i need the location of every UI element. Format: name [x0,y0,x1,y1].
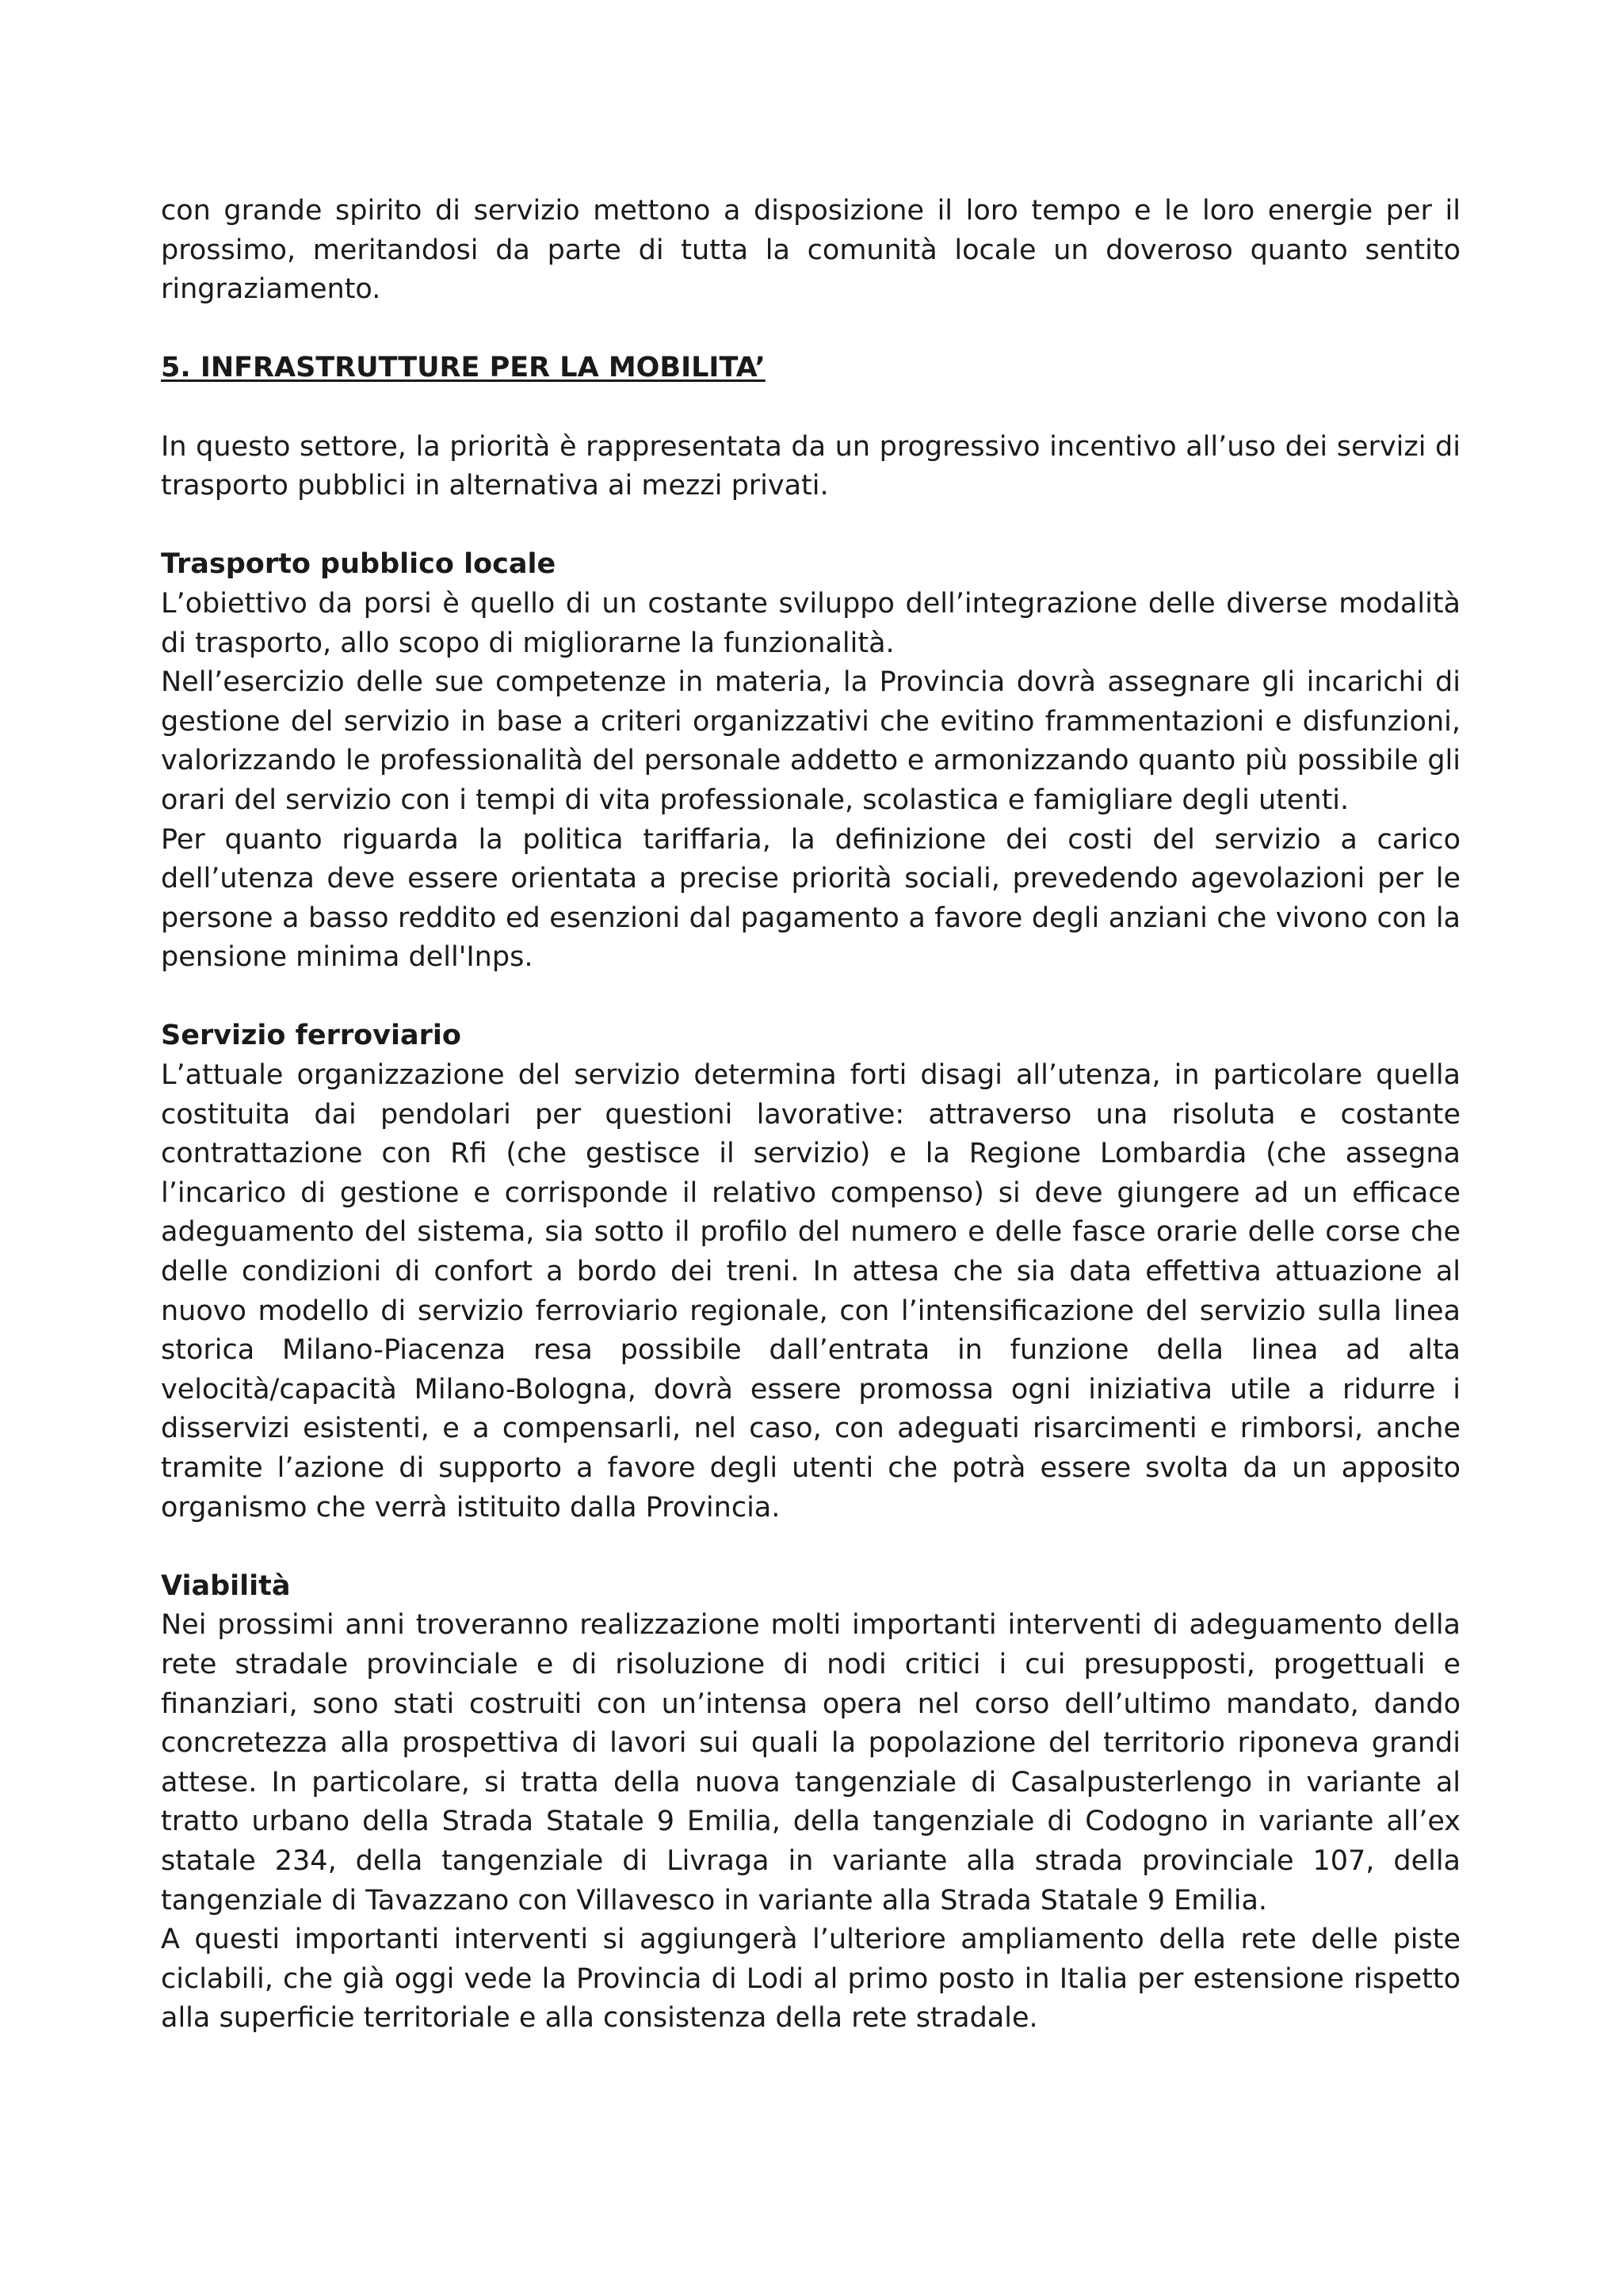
spacer [161,978,1461,1017]
section-intro-paragraph: In questo settore, la priorità è rappresentata da un progressivo incentivo all’uso dei servizi di trasporto pubblici in alternativa ai mezzi privati. [161,430,1461,502]
viabilita-paragraph-2: A questi importanti interventi si aggiungerà l’ulteriore ampliamento della rete delle piste ciclabili, che già oggi vede la Provincia di Lodi al primo posto in Italia per estensione rispetto alla superficie territoriale e alla consistenza della rete stradale. [161,1924,1461,2035]
trasporto-paragraph-3: Per quanto riguarda la politica tariffaria, la definizione dei costi del servizio a carico dell’utenza deve essere orientata a precise priorità sociali, prevedendo agevolazioni per le persone a basso reddito ed esenzioni dal pagamento a favore degli anziani che vivono con la pensione minima dell'Inps. [161,823,1461,974]
subheading-trasporto: Trasporto pubblico locale [161,548,556,581]
intro-paragraph: con grande spirito di servizio mettono a disposizione il loro tempo e le loro energie per il prossimo, meritandosi da parte di tutta la comunità locale un doveroso quanto sentito ringraziamento. [161,195,1461,306]
subheading-ferroviario: Servizio ferroviario [161,1020,461,1052]
spacer [161,388,1461,428]
viabilita-paragraph-1: Nei prossimi anni troveranno realizzazione molti importanti interventi di adeguamento della rete stradale provinciale e di risoluzione di nodi critici i cui presupposti, progettuali e finanziari, sono stati costruiti con un’intensa opera nel corso dell’ultimo mandato, dando concretezza alla prospettiva di lavori sui quali la popolazione del territorio riponeva grandi attese. In particolare, si tratta della nuova tangenziale di Casalpusterlengo in variante al tratto urbano della Strada Statale 9 Emilia, della tangenziale di Codogno in variante all’ex statale 234, della tangenziale di Livraga in variante alla strada provinciale 107, della tangenziale di Tavazzano con Villavesco in variante alla Strada Statale 9 Emilia. [161,1609,1461,1917]
section-title: 5. INFRASTRUTTURE PER LA MOBILITA’ [161,352,766,384]
ferroviario-paragraph-1: L’attuale organizzazione del servizio determina forti disagi all’utenza, in particolare quella costituita dai pendolari per questioni lavorative: attraverso una risoluta e costante contrattazione con Rfi (che gestisce il servizio) e la Regione Lombardia (che assegna l’incarico di gestione e corrisponde il relativo compenso) si deve giungere ad un efficace adeguamento del sistema, sia sotto il profilo del numero e delle fasce orarie delle corse che delle condizioni di confort a bordo dei treni. In attesa che sia data effettiva attuazione al nuovo modello di servizio ferroviario regionale, con l’intensificazione del servizio sulla linea storica Milano-Piacenza resa possibile dall’entrata in funzione della linea ad alta velocità/capacità Milano-Bologna, dovrà essere promossa ogni iniziativa utile a ridurre i disservizi esistenti, e a compensarli, nel caso, con adeguati risarcimenti e rimborsi, anche tramite l’azione di supporto a favore degli utenti che potrà essere svolta da un apposito organismo che verrà istituito dalla Provincia. [161,1059,1461,1524]
document-page [161,192,1461,2039]
subheading-viabilita: Viabilità [161,1569,291,1602]
spacer [161,1527,1461,1567]
trasporto-paragraph-1: L’obiettivo da porsi è quello di un costante sviluppo dell’integrazione delle diverse modalità di trasporto, allo scopo di migliorarne la funzionalità. [161,587,1461,659]
trasporto-paragraph-2: Nell’esercizio delle sue competenze in materia, la Provincia dovrà assegnare gli incarichi di gestione del servizio in base a criteri organizzativi che evitino frammentazioni e disfunzioni, valorizzando le professionalità del personale addetto e armonizzando quanto più possibile gli orari del servizio con i tempi di vita professionale, scolastica e famigliare degli utenti. [161,666,1461,816]
spacer [161,310,1461,349]
spacer [161,506,1461,546]
